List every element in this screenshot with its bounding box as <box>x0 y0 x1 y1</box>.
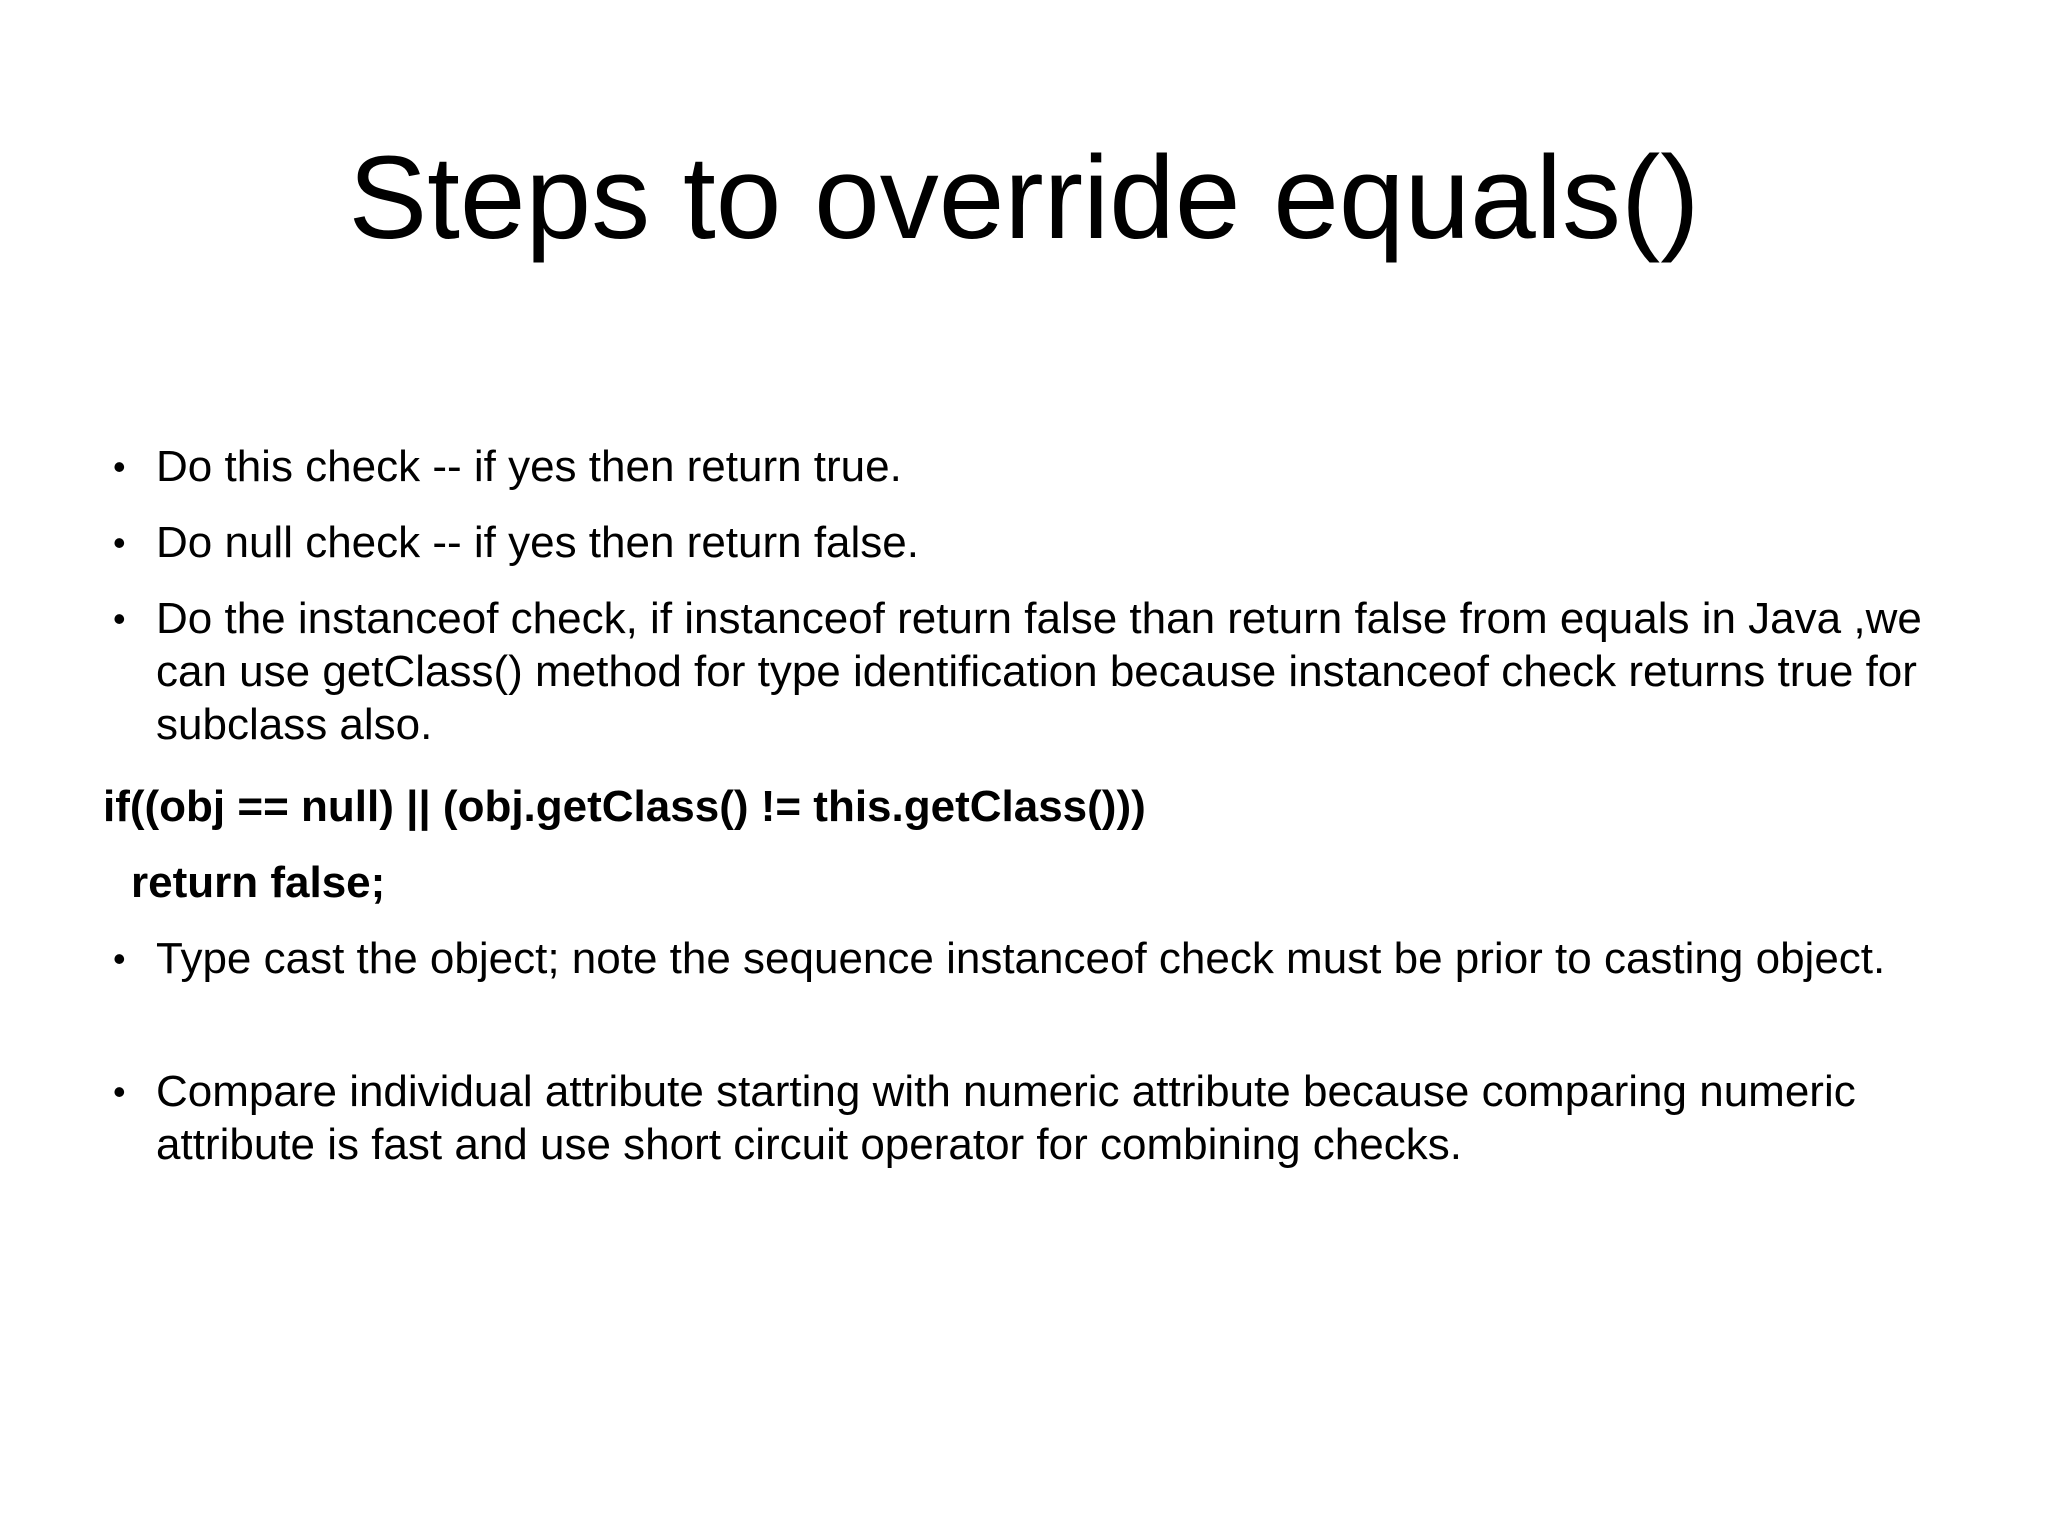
slide-title: Steps to override equals() <box>348 132 1700 264</box>
bullet-item <box>113 1065 1933 1171</box>
bullet-dot: • <box>113 938 126 979</box>
bullet-text: Type cast the object; note the sequence instanceof check must be prior to casting object. <box>156 934 1886 983</box>
bullet-item <box>113 516 1933 569</box>
bullet-item <box>113 932 1933 985</box>
bullet-item <box>113 440 1933 493</box>
bullet-dot: • <box>113 446 126 487</box>
bullet-dot: • <box>113 1071 126 1112</box>
bullet-text: Do null check -- if yes then return false. <box>156 518 919 567</box>
code-line-condition: if((obj == null) || (obj.getClass() != this.getClass())) <box>103 782 1146 831</box>
bullet-dot: • <box>113 598 126 639</box>
code-line-return: return false; <box>131 858 386 907</box>
bullet-item <box>113 592 1933 751</box>
bullet-text: Do this check -- if yes then return true. <box>156 442 902 491</box>
bullet-text: Do the instanceof check, if instanceof return false than return false from equals in Java ,we can use getClass() method for type identification because instanceof check returns true for subclass also. <box>156 594 1922 749</box>
bullet-dot: • <box>113 522 126 563</box>
bullet-text: Compare individual attribute starting with numeric attribute because comparing numeric attribute is fast and use short circuit operator for combining checks. <box>156 1067 1856 1169</box>
